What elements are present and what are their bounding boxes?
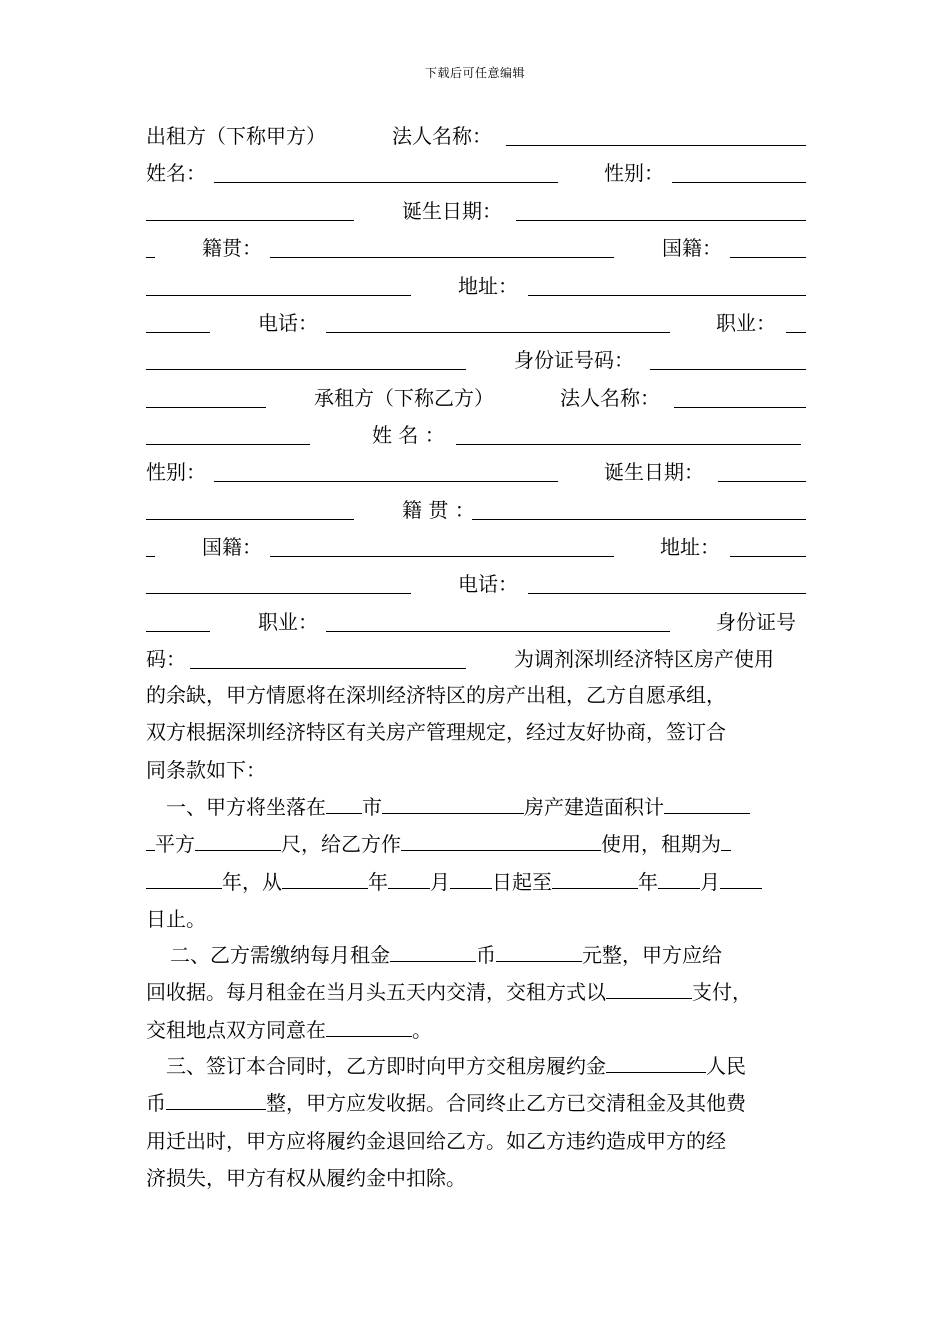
clause1-text: 使用，租期为 <box>601 832 721 857</box>
start-day-blank[interactable] <box>450 866 492 889</box>
address-blank-cont[interactable] <box>146 569 411 594</box>
birth-date-label: 诞生日期： <box>402 199 502 223</box>
clause3-text: 三、签订本合同时，乙方即时向甲方交租房履约金 <box>166 1054 606 1078</box>
location-blank[interactable] <box>382 791 524 814</box>
clause1-text: 月 <box>700 869 720 894</box>
clause1-text: 日止。 <box>146 907 206 932</box>
gender-blank[interactable] <box>214 457 558 482</box>
end-day-blank[interactable] <box>720 866 762 889</box>
phone-blank-cont[interactable] <box>146 607 210 632</box>
form-row <box>146 607 806 637</box>
form-row <box>146 569 806 599</box>
form-row <box>146 457 806 487</box>
clause-2 <box>146 937 808 1049</box>
native-place-label: 籍 贯 ： <box>402 498 475 522</box>
clause-3 <box>146 1048 808 1198</box>
form-row <box>146 644 806 674</box>
usage-blank[interactable] <box>401 828 601 851</box>
form-row <box>146 420 806 450</box>
clause3-text: 用迁出时，甲方应将履约金退回给乙方。如乙方违约造成甲方的经 <box>146 1128 726 1153</box>
form-row <box>146 308 806 338</box>
clause1-text: 月 <box>430 869 450 894</box>
clause2-text: 。 <box>412 1017 432 1042</box>
id-number-blank[interactable] <box>190 644 466 669</box>
birth-date-blank-cont[interactable] <box>146 495 354 520</box>
native-place-label: 籍贯： <box>202 236 262 260</box>
address-label: 地址： <box>458 274 518 298</box>
id-number-label: 身份证号 <box>716 610 796 634</box>
start-month-blank[interactable] <box>388 866 430 889</box>
form-row <box>146 233 806 263</box>
address-blank[interactable] <box>730 532 806 557</box>
clause2-text: 支付， <box>692 980 752 1005</box>
occupation-blank[interactable] <box>326 607 670 632</box>
end-month-blank[interactable] <box>658 866 700 889</box>
clause1-text: 一、甲方将坐落在 <box>166 795 326 819</box>
form-row <box>146 345 806 375</box>
phone-blank[interactable] <box>528 569 806 594</box>
intro-paragraph <box>146 677 808 789</box>
clause1-text: 年 <box>638 869 658 894</box>
id-number-blank[interactable] <box>650 345 806 370</box>
phone-label: 电话： <box>258 311 318 335</box>
occupation-blank[interactable] <box>786 308 806 333</box>
name-blank[interactable] <box>214 158 558 183</box>
payment-method-blank[interactable] <box>606 976 692 999</box>
address-blank-cont[interactable] <box>146 308 210 333</box>
name-blank[interactable] <box>456 420 801 445</box>
nationality-label: 国籍： <box>202 535 262 559</box>
phone-label: 电话： <box>458 572 518 596</box>
legal-name-label: 法人名称： <box>392 124 492 148</box>
clause1-text: 年 <box>368 869 388 894</box>
clause1-text: 平方 <box>155 832 195 857</box>
birth-date-blank-cont[interactable] <box>146 233 155 258</box>
unit-blank[interactable] <box>195 828 281 851</box>
form-row <box>146 271 806 301</box>
native-place-blank[interactable] <box>270 233 614 258</box>
area-blank[interactable] <box>664 791 750 814</box>
intro-line: 同条款如下： <box>146 757 266 782</box>
rent-currency-blank[interactable] <box>390 939 476 962</box>
address-blank[interactable] <box>528 271 806 296</box>
start-year-blank[interactable] <box>282 866 368 889</box>
name-label: 姓名： <box>146 161 206 185</box>
clause2-text: 回收据。每月租金在当月头五天内交清，交租方式以 <box>146 980 606 1005</box>
form-row <box>146 495 806 525</box>
intro-line: 双方根据深圳经济特区有关房产管理规定，经过友好协商，签订合 <box>146 720 726 745</box>
clause2-text: 元整，甲方应给 <box>582 943 722 967</box>
nationality-label: 国籍： <box>662 236 722 260</box>
clause1-text: 房产建造面积计 <box>524 795 664 819</box>
birth-date-blank[interactable] <box>718 457 806 482</box>
deposit-blank[interactable] <box>606 1050 706 1073</box>
legal-name-blank[interactable] <box>674 383 806 408</box>
gender-label: 性别： <box>146 460 206 484</box>
legal-name-label: 法人名称： <box>560 386 660 410</box>
clause2-text: 交租地点双方同意在 <box>146 1017 326 1042</box>
legal-name-blank-cont[interactable] <box>146 420 310 445</box>
end-year-blank[interactable] <box>552 866 638 889</box>
deposit-amount-blank[interactable] <box>166 1087 266 1110</box>
occupation-label: 职业： <box>258 610 318 634</box>
intro-text: 为调剂深圳经济特区房产使用 <box>514 647 774 671</box>
clause1-text: 年，从 <box>222 869 282 894</box>
city-blank[interactable] <box>326 791 362 814</box>
name-label: 姓 名 ： <box>372 423 445 447</box>
term-blank-cont[interactable] <box>146 866 222 889</box>
occupation-blank-cont[interactable] <box>146 345 466 370</box>
nationality-blank-cont[interactable] <box>146 271 411 296</box>
form-row <box>146 196 806 226</box>
gender-blank[interactable] <box>672 158 806 183</box>
nationality-blank[interactable] <box>270 532 614 557</box>
clause3-text: 济损失，甲方有权从履约金中扣除。 <box>146 1166 466 1191</box>
birth-date-label: 诞生日期： <box>604 460 704 484</box>
clause3-text: 人民 <box>706 1054 746 1078</box>
id-number-label: 身份证号码： <box>514 348 634 372</box>
area-blank-cont[interactable] <box>146 828 155 851</box>
form-row <box>146 158 806 188</box>
clause1-text: 日起至 <box>492 869 552 894</box>
legal-name-blank[interactable] <box>506 121 806 146</box>
phone-blank[interactable] <box>326 308 670 333</box>
page-header: 下载后可任意编辑 <box>424 66 525 80</box>
clause2-text: 币 <box>476 943 496 967</box>
occupation-label: 职业： <box>716 311 776 335</box>
clause1-text: 尺，给乙方作 <box>281 832 401 857</box>
intro-line: 的余缺，甲方情愿将在深圳经济特区的房产出租，乙方自愿承组， <box>146 683 726 707</box>
clause2-text: 二、乙方需缴纳每月租金 <box>170 943 390 967</box>
form-row <box>146 121 806 151</box>
nationality-blank[interactable] <box>730 233 806 258</box>
clause-1 <box>146 789 808 939</box>
birth-date-blank[interactable] <box>516 196 806 221</box>
term-blank[interactable] <box>721 828 731 851</box>
address-label: 地址： <box>660 535 720 559</box>
payment-location-blank[interactable] <box>326 1014 412 1037</box>
native-place-blank-cont[interactable] <box>146 532 155 557</box>
form-row <box>146 532 806 562</box>
clause1-text: 市 <box>362 795 382 819</box>
form-row <box>146 383 806 413</box>
lessor-title: 出租方（下称甲方） <box>146 124 326 148</box>
id-number-blank-cont[interactable] <box>146 383 266 408</box>
id-number-label-cont: 码： <box>146 647 186 671</box>
clause3-text: 整，甲方应发收据。合同终止乙方已交清租金及其他费 <box>266 1091 746 1116</box>
native-place-blank[interactable] <box>472 495 806 520</box>
clause3-text: 币 <box>146 1091 166 1116</box>
gender-blank-cont[interactable] <box>146 196 354 221</box>
rent-amount-blank[interactable] <box>496 939 582 962</box>
lessee-title: 承租方（下称乙方） <box>314 386 494 410</box>
gender-label: 性别： <box>604 161 664 185</box>
